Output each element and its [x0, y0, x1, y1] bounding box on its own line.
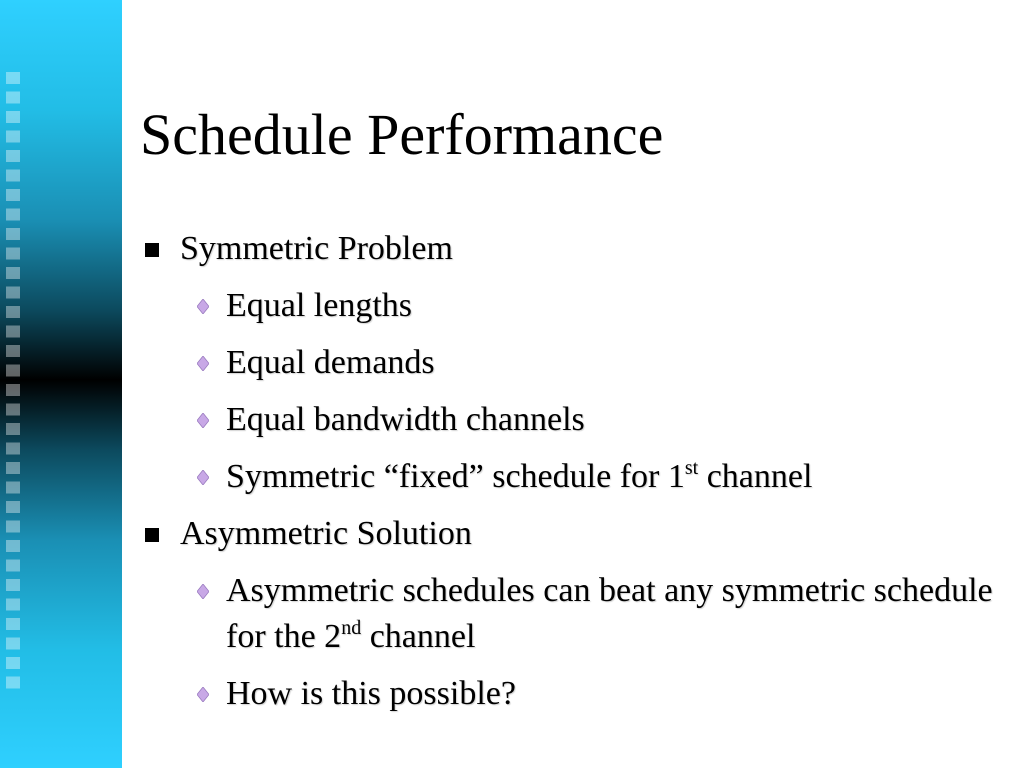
superscript: st: [684, 457, 699, 479]
bullet-text: Asymmetric Solution: [180, 515, 472, 552]
square-bullet-icon: [145, 243, 159, 257]
diamond-bullet-icon: [197, 584, 209, 599]
sub-bullet-text-pre: Asymmetric schedules can beat any symmetric schedule for the 2: [226, 572, 993, 655]
superscript: nd: [341, 617, 362, 639]
sub-bullet-text-post: channel: [698, 458, 813, 495]
side-square-pattern: [6, 72, 28, 692]
bullet-item-symmetric-problem: [140, 226, 1000, 272]
sub-bullet-text: Equal demands: [226, 344, 435, 381]
diamond-bullet-icon: [197, 470, 209, 485]
slide-title: Schedule Performance: [140, 102, 664, 167]
diamond-bullet-icon: [197, 356, 209, 371]
sub-bullet-item-equal-demands: [140, 340, 1000, 386]
sub-bullet-item-fixed-schedule: [140, 454, 1000, 500]
bullet-item-asymmetric-solution: [140, 511, 1000, 557]
sub-bullet-text-pre: Symmetric “fixed” schedule for 1: [226, 458, 685, 495]
diamond-bullet-icon: [197, 687, 209, 702]
sub-bullet-text: How is this possible?: [226, 675, 516, 712]
sub-bullet-text: Equal bandwidth channels: [226, 401, 585, 438]
sub-bullet-text: Equal lengths: [226, 287, 413, 324]
diamond-bullet-icon: [197, 413, 209, 428]
sub-bullet-item-asymmetric-schedules: [140, 568, 1000, 660]
sub-bullet-item-equal-lengths: [140, 283, 1000, 329]
bullet-text: Symmetric Problem: [180, 230, 453, 267]
sub-bullet-text-post: channel: [361, 618, 476, 655]
sub-bullet-item-equal-bandwidth: [140, 397, 1000, 443]
square-bullet-icon: [145, 528, 159, 542]
bullet-list: [140, 226, 1000, 728]
diamond-bullet-icon: [197, 299, 209, 314]
sub-bullet-item-how-possible: [140, 671, 1000, 717]
side-decorative-band: [0, 0, 122, 768]
